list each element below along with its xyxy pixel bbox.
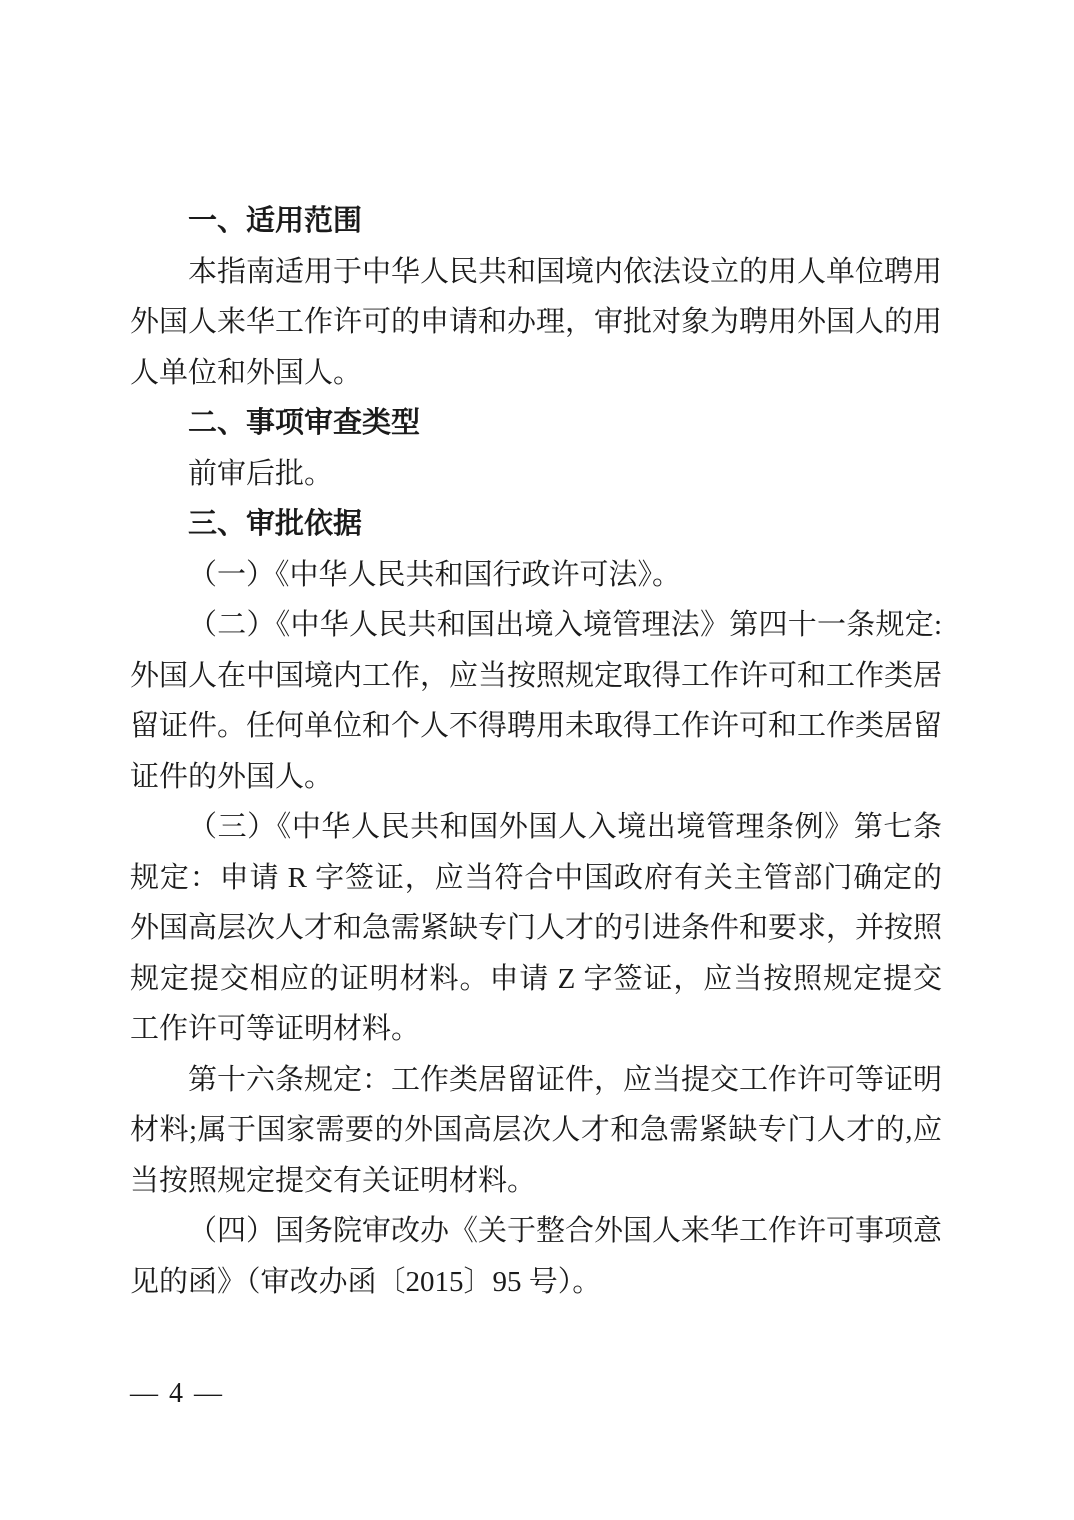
body-paragraph: 前审后批。 [188, 457, 334, 490]
body-paragraph: （四）国务院审改办《关于整合外国人来华工作许可事项意见的函》（审改办函〔2015〕95 号）。 [130, 1215, 943, 1298]
body-paragraph: （二）《中华人民共和国出境入境管理法》第四十一条规定:外国人在中国境内工作，应当按照规定取得工作许可和工作类居留证件。任何单位和个人不得聘用未取得工作许可和工作类居留证件的外国人。 [130, 609, 943, 793]
section-heading: 一、适用范围 [188, 205, 363, 237]
body-paragraph: 第十六条规定：工作类居留证件，应当提交工作许可等证明材料;属于国家需要的外国高层次人才和急需紧缺专门人才的,应当按照规定提交有关证明材料。 [130, 1063, 943, 1197]
section-heading: 三、审批依据 [188, 508, 363, 540]
body-paragraph: （一）《中华人民共和国行政许可法》。 [188, 558, 682, 591]
section-heading: 二、事项审查类型 [188, 407, 421, 439]
page-number: — 4 — [130, 1378, 224, 1409]
page-footer [130, 1378, 224, 1410]
body-paragraph: 本指南适用于中华人民共和国境内依法设立的用人单位聘用外国人来华工作许可的申请和办理，审批对象为聘用外国人的用人单位和外国人。 [130, 255, 943, 389]
body-paragraph: （三）《中华人民共和国外国人入境出境管理条例》第七条规定：申请 R 字签证，应当符合中国政府有关主管部门确定的外国高层次人才和急需紧缺专门人才的引进条件和要求，并按照规定提交相应的证明材料。申请 Z 字签证，应当按照规定提交工作许可等证明材料。 [130, 811, 943, 1045]
document-body [130, 196, 942, 1307]
